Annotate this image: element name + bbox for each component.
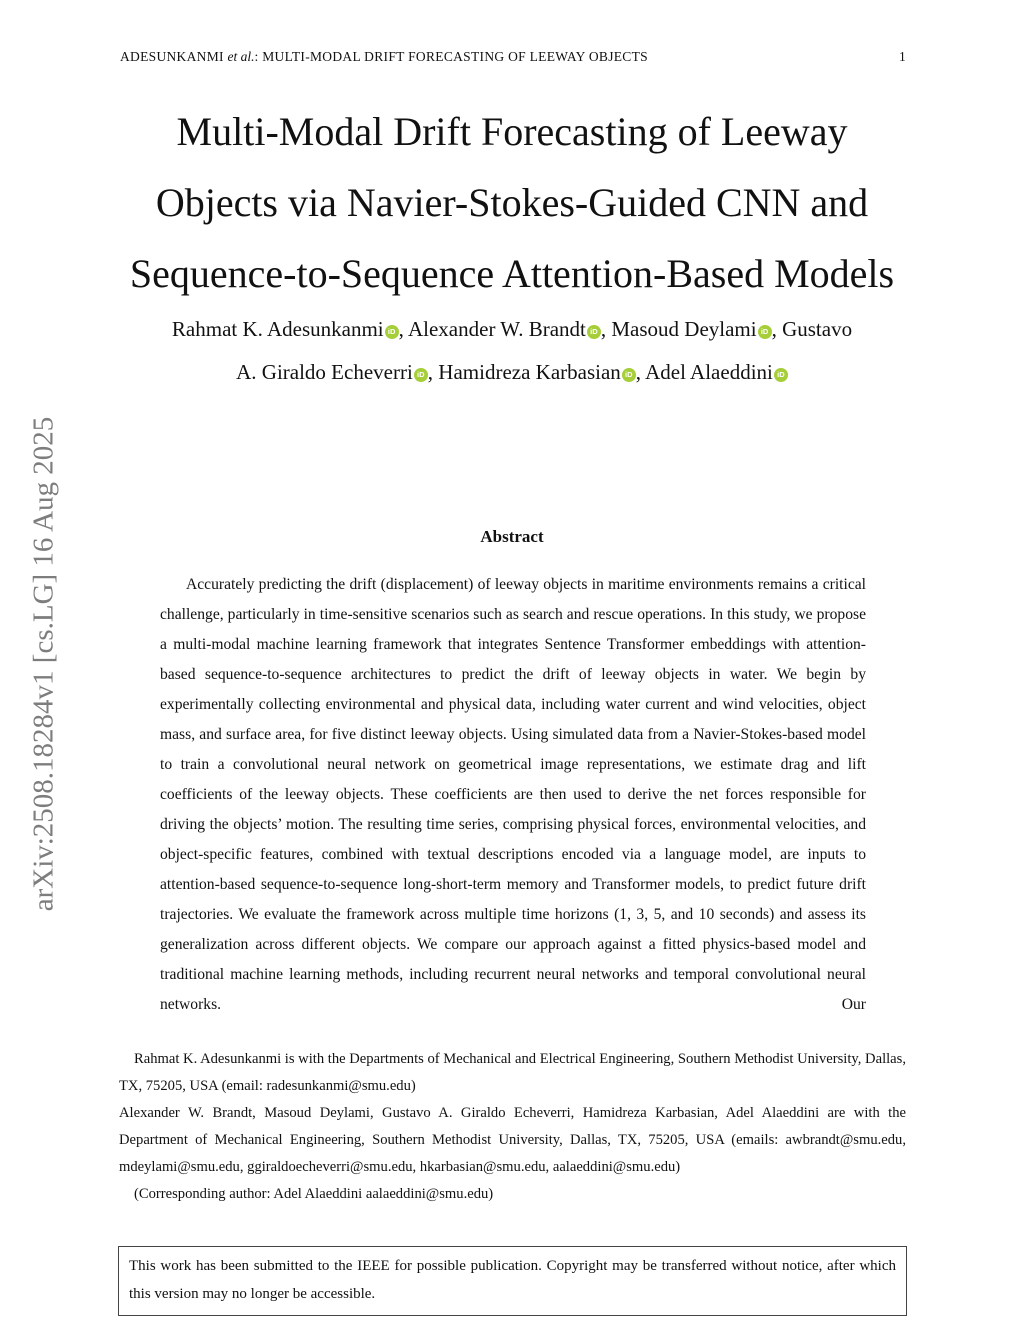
affiliation-note-2: Alexander W. Brandt, Masoud Deylami, Gustavo A. Giraldo Echeverri, Hamidreza Karbasian, Adel Alaeddini are with the Department of Mechanical Engineering, Southern Methodist University, Dallas, TX, 75205, USA (emails: awbrandt@smu.edu, mdeylami@smu.edu, ggiraldoecheverri@smu.edu, hkarbasian@smu.edu, aalaeddini@smu.edu) — [119, 1105, 906, 1175]
paper-title-line-2: Objects via Navier-Stokes-Guided CNN and — [155, 180, 869, 225]
paper-title-line-3: Sequence-to-Sequence Attention-Based Models — [129, 251, 895, 296]
abstract-heading: Abstract — [480, 527, 544, 546]
author-list — [100, 308, 924, 394]
orcid-icon[interactable]: iD — [622, 368, 636, 382]
running-header — [120, 49, 906, 65]
author-line-2: A. Giraldo Echeverri iD , Hamidreza Karbasian iD , Adel Alaeddini iD — [100, 351, 924, 394]
page-number: 1 — [898, 49, 906, 64]
arxiv-watermark: arXiv:2508.18284v1 [cs.LG] 16 Aug 2025 — [27, 416, 60, 912]
corresponding-author-note: (Corresponding author: Adel Alaeddini aalaeddini@smu.edu) — [134, 1186, 494, 1202]
author-affiliations — [119, 1046, 906, 1208]
submission-notice: This work has been submitted to the IEEE for possible publication. Copyright may be transferred without notice, after which this version may no longer be accessible. — [118, 1246, 907, 1316]
author-line-1: Rahmat K. Adesunkanmi iD , Alexander W. Brandt iD , Masoud Deylami iD , Gustavo — [171, 317, 853, 341]
orcid-icon[interactable]: iD — [385, 325, 399, 339]
abstract-text: Accurately predicting the drift (displacement) of leeway objects in maritime environments remains a critical challenge, particularly in time-sensitive scenarios such as search and rescue operations. In this study, we propose a multi-modal machine learning framework that integrates Sentence Transformer embeddings with attention-based sequence-to-sequence architectures to predict the drift of leeway objects in water. We begin by experimentally collecting environmental and physical data, including water current and wind velocities, object mass, and surface area, for five distinct leeway objects. Using simulated data from a Navier-Stokes-based model to train a convolutional neural network on geometrical image representations, we estimate drag and lift coefficients of the leeway objects. These coefficients are then used to derive the net forces responsible for driving the objects’ motion. The resulting time series, comprising physical forces, environmental velocities, and object-specific features, combined with textual descriptions encoded via a language model, are inputs to attention-based sequence-to-sequence long-short-term memory and Transformer models, to predict future drift trajectories. We evaluate the framework across multiple time horizons (1, 3, 5, and 10 seconds) and assess its generalization across different objects. We compare our approach against a fitted physics-based model and traditional machine learning methods, including recurrent neural networks and temporal convolutional neural networks. Our — [160, 576, 866, 1013]
running-header-title: ADESUNKANMI et al.: MULTI-MODAL DRIFT FORECASTING OF LEEWAY OBJECTS — [120, 49, 648, 64]
author-name: Alexander W. Brandt — [407, 317, 586, 341]
author-name: Adel Alaeddini — [645, 360, 773, 384]
author-name: Rahmat K. Adesunkanmi — [171, 317, 384, 341]
paper-title-line-1: Multi-Modal Drift Forecasting of Leeway — [176, 109, 848, 154]
affiliation-note-1: Rahmat K. Adesunkanmi is with the Departments of Mechanical and Electrical Engineering, Southern Methodist University, Dallas, TX, 75205, USA (email: radesunkanmi@smu.edu) — [119, 1051, 906, 1094]
orcid-icon[interactable]: iD — [774, 368, 788, 382]
orcid-icon[interactable]: iD — [758, 325, 772, 339]
abstract-body — [160, 570, 866, 1020]
et-al-text: et al. — [227, 49, 255, 64]
orcid-icon[interactable]: iD — [587, 325, 601, 339]
orcid-icon[interactable]: iD — [414, 368, 428, 382]
author-name: Masoud Deylami — [611, 317, 757, 341]
author-name: Hamidreza Karbasian — [438, 360, 621, 384]
author-name: A. Giraldo Echeverri — [236, 360, 413, 384]
paper-title — [60, 96, 964, 309]
